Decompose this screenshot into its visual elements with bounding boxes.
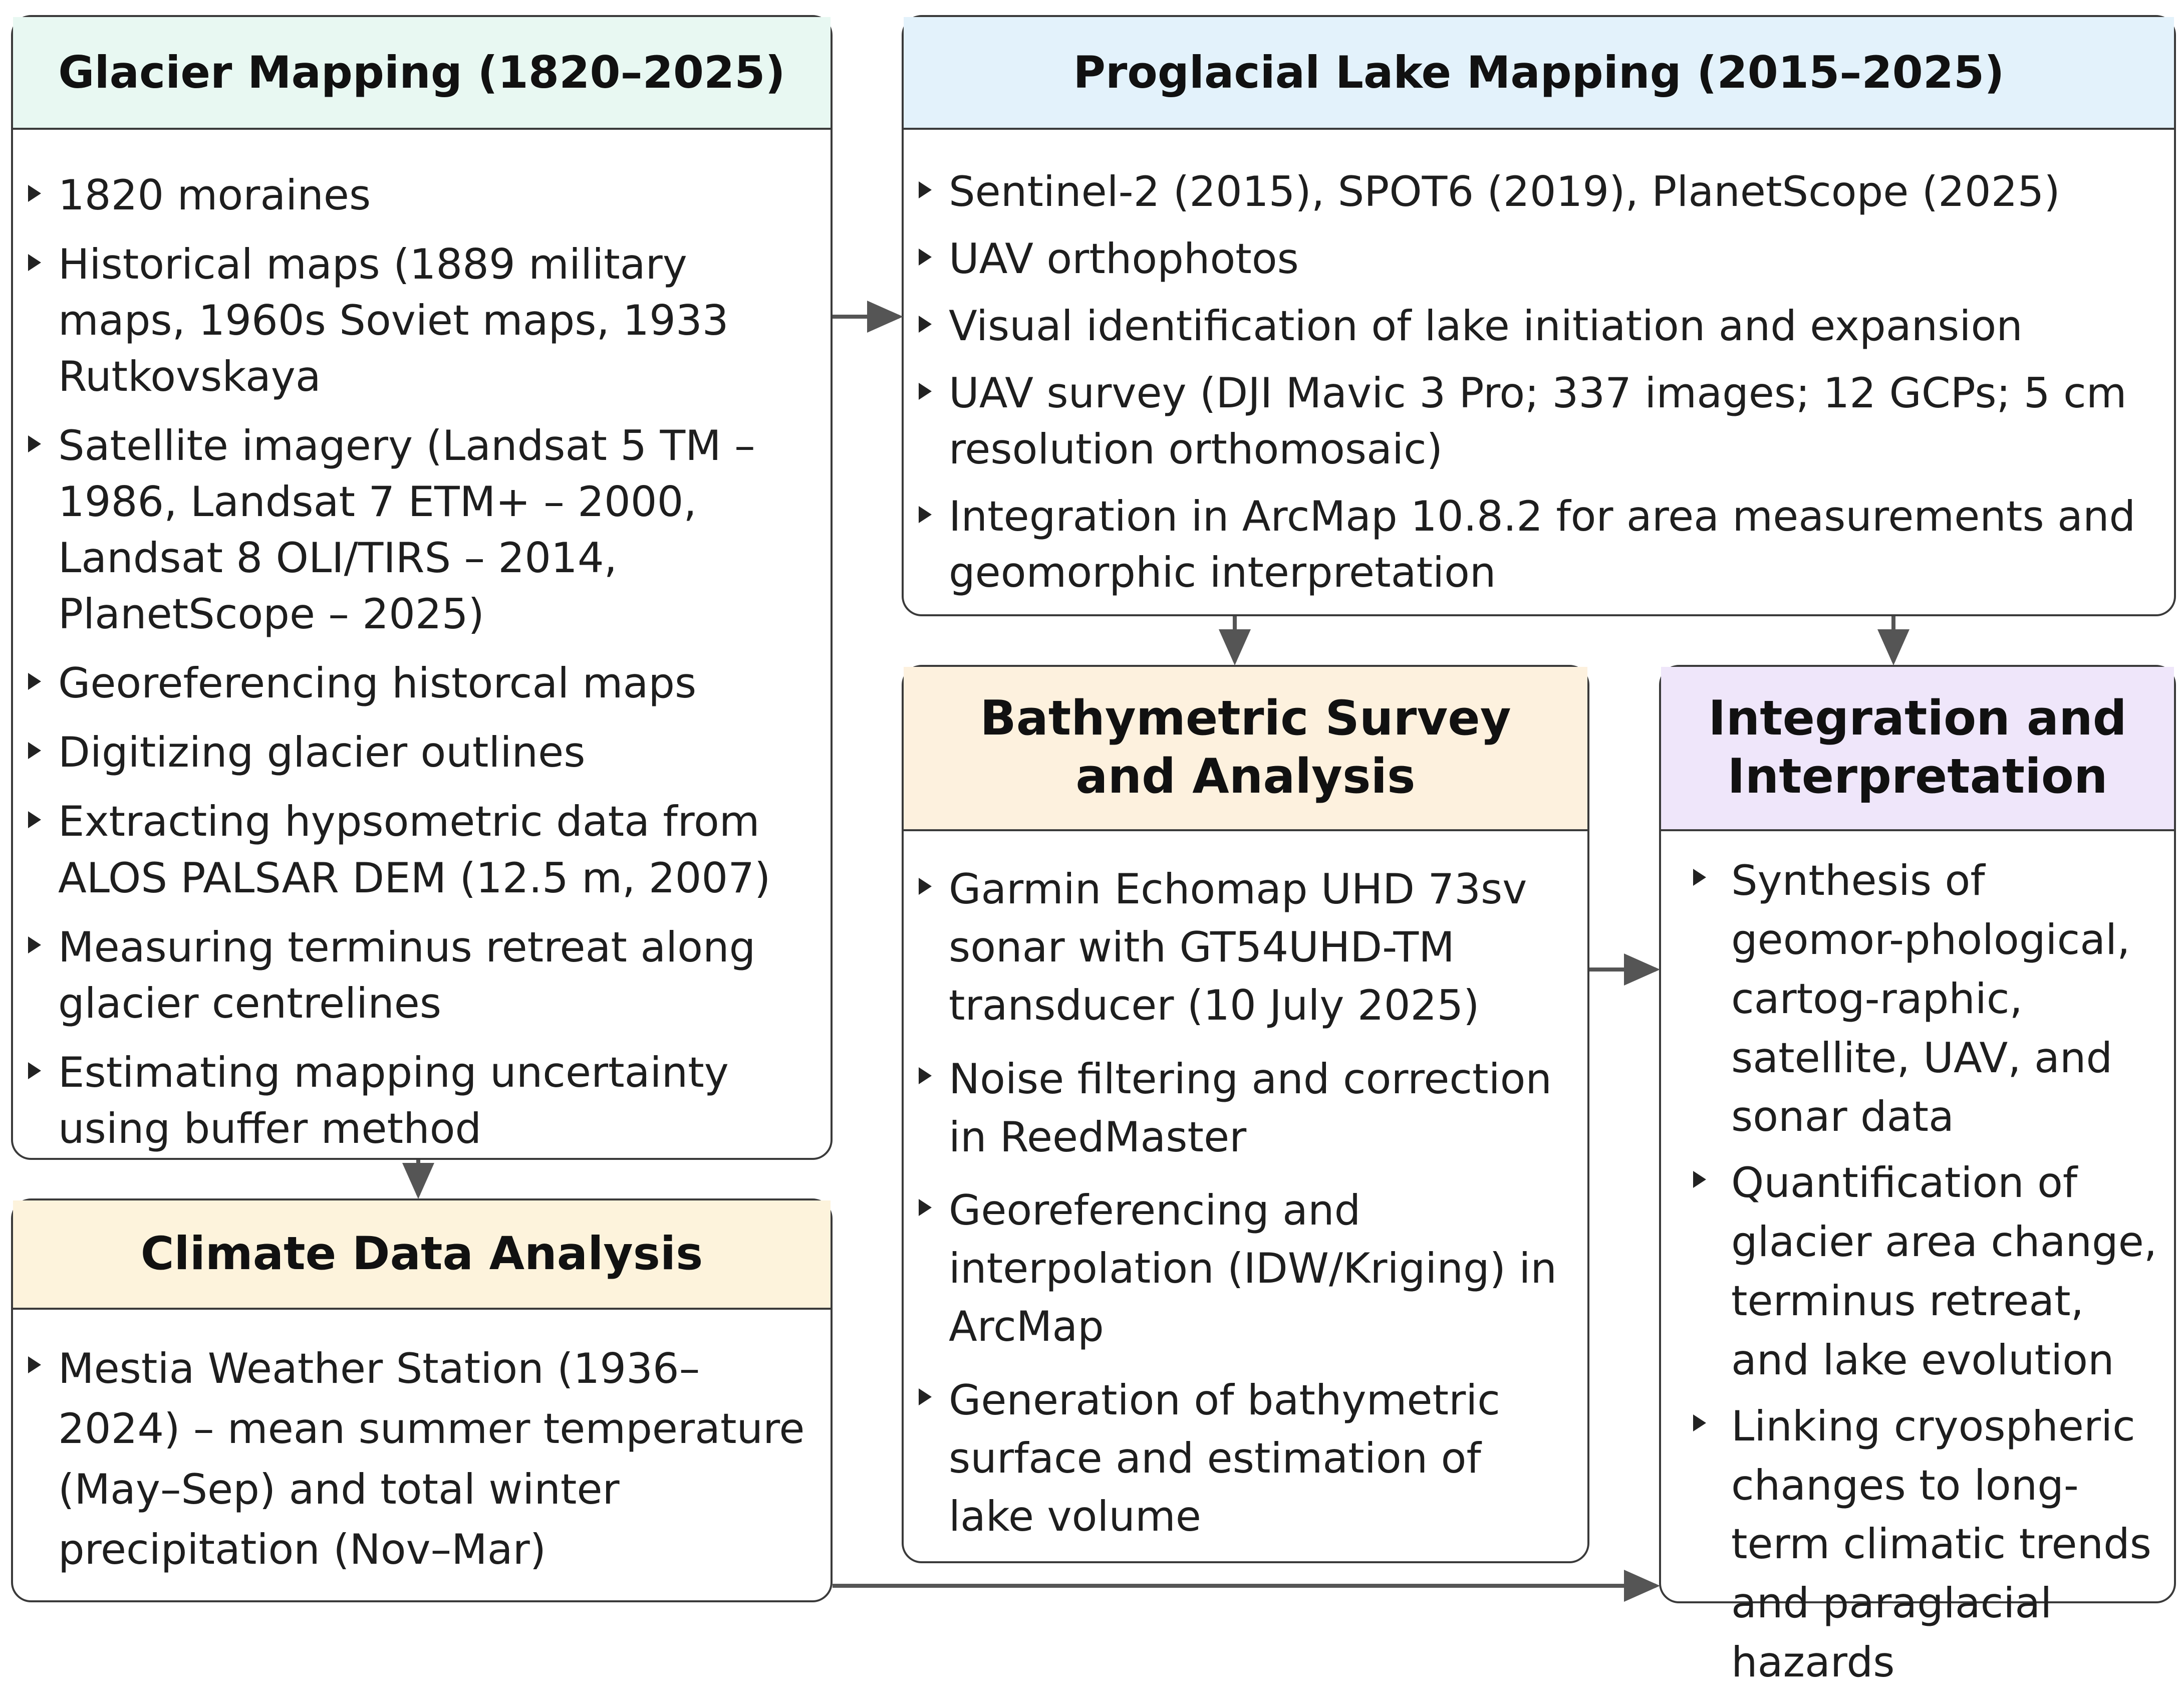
list-item: Quantification of glacier area change, terminus retreat, and lake evolution — [1661, 1153, 2164, 1389]
list-item: Integration in ArcMap 10.8.2 for area measurements and geomorphic interpretation — [904, 489, 2164, 601]
list-item: Noise filtering and correction in ReedMaster — [904, 1050, 1577, 1166]
integration-title-line2: Interpretation — [1727, 749, 2108, 804]
bathymetric-title-line1: Bathymetric Survey — [980, 691, 1511, 747]
integration-title-line1: Integration and — [1708, 691, 2127, 747]
list-item: Georeferencing historcal maps — [13, 655, 821, 711]
list-item: Satellite imagery (Landsat 5 TM – 1986, Landsat 7 ETM+ – 2000, Landsat 8 OLI/TIRS – 2014, PlanetScope – 2025) — [13, 418, 821, 642]
list-item: Historical maps (1889 military maps, 1960s Soviet maps, 1933 Rutkovskaya — [13, 236, 821, 405]
list-item: UAV survey (DJI Mavic 3 Pro; 337 images; 12 GCPs; 5 cm resolution orthomosaic) — [904, 365, 2164, 477]
list-item: UAV orthophotos — [904, 231, 2164, 287]
list-item: Georeferencing and interpolation (IDW/Kriging) in ArcMap — [904, 1181, 1577, 1356]
list-item: Garmin Echomap UHD 73sv sonar with GT54UHD-TM transducer (10 July 2025) — [904, 860, 1577, 1035]
list-item: Generation of bathymetric surface and estimation of lake volume — [904, 1371, 1577, 1546]
list-item: Mestia Weather Station (1936–2024) – mean summer temperature (May–Sep) and total winter precipitation (Nov–Mar) — [13, 1339, 821, 1580]
climate-data-title: Climate Data Analysis — [13, 1200, 831, 1310]
list-item: Extracting hypsometric data from ALOS PALSAR DEM (12.5 m, 2007) — [13, 794, 821, 906]
proglacial-lake-title: Proglacial Lake Mapping (2015–2025) — [904, 17, 2174, 130]
list-item: Sentinel-2 (2015), SPOT6 (2019), PlanetScope (2025) — [904, 164, 2164, 220]
list-item: Digitizing glacier outlines — [13, 724, 821, 781]
list-item: Linking cryospheric changes to long-term climatic trends and paraglacial hazards — [1661, 1397, 2164, 1692]
list-item: Estimating mapping uncertainty using buffer method — [13, 1045, 821, 1157]
bathymetric-title-line2: and Analysis — [1075, 749, 1416, 804]
list-item: Visual identification of lake initiation and expansion — [904, 298, 2164, 354]
glacier-mapping-title: Glacier Mapping (1820–2025) — [13, 17, 831, 130]
list-item: Measuring terminus retreat along glacier centrelines — [13, 919, 821, 1032]
list-item: 1820 moraines — [13, 167, 821, 223]
list-item: Synthesis of geomor-phological, cartog-raphic, satellite, UAV, and sonar data — [1661, 851, 2164, 1146]
